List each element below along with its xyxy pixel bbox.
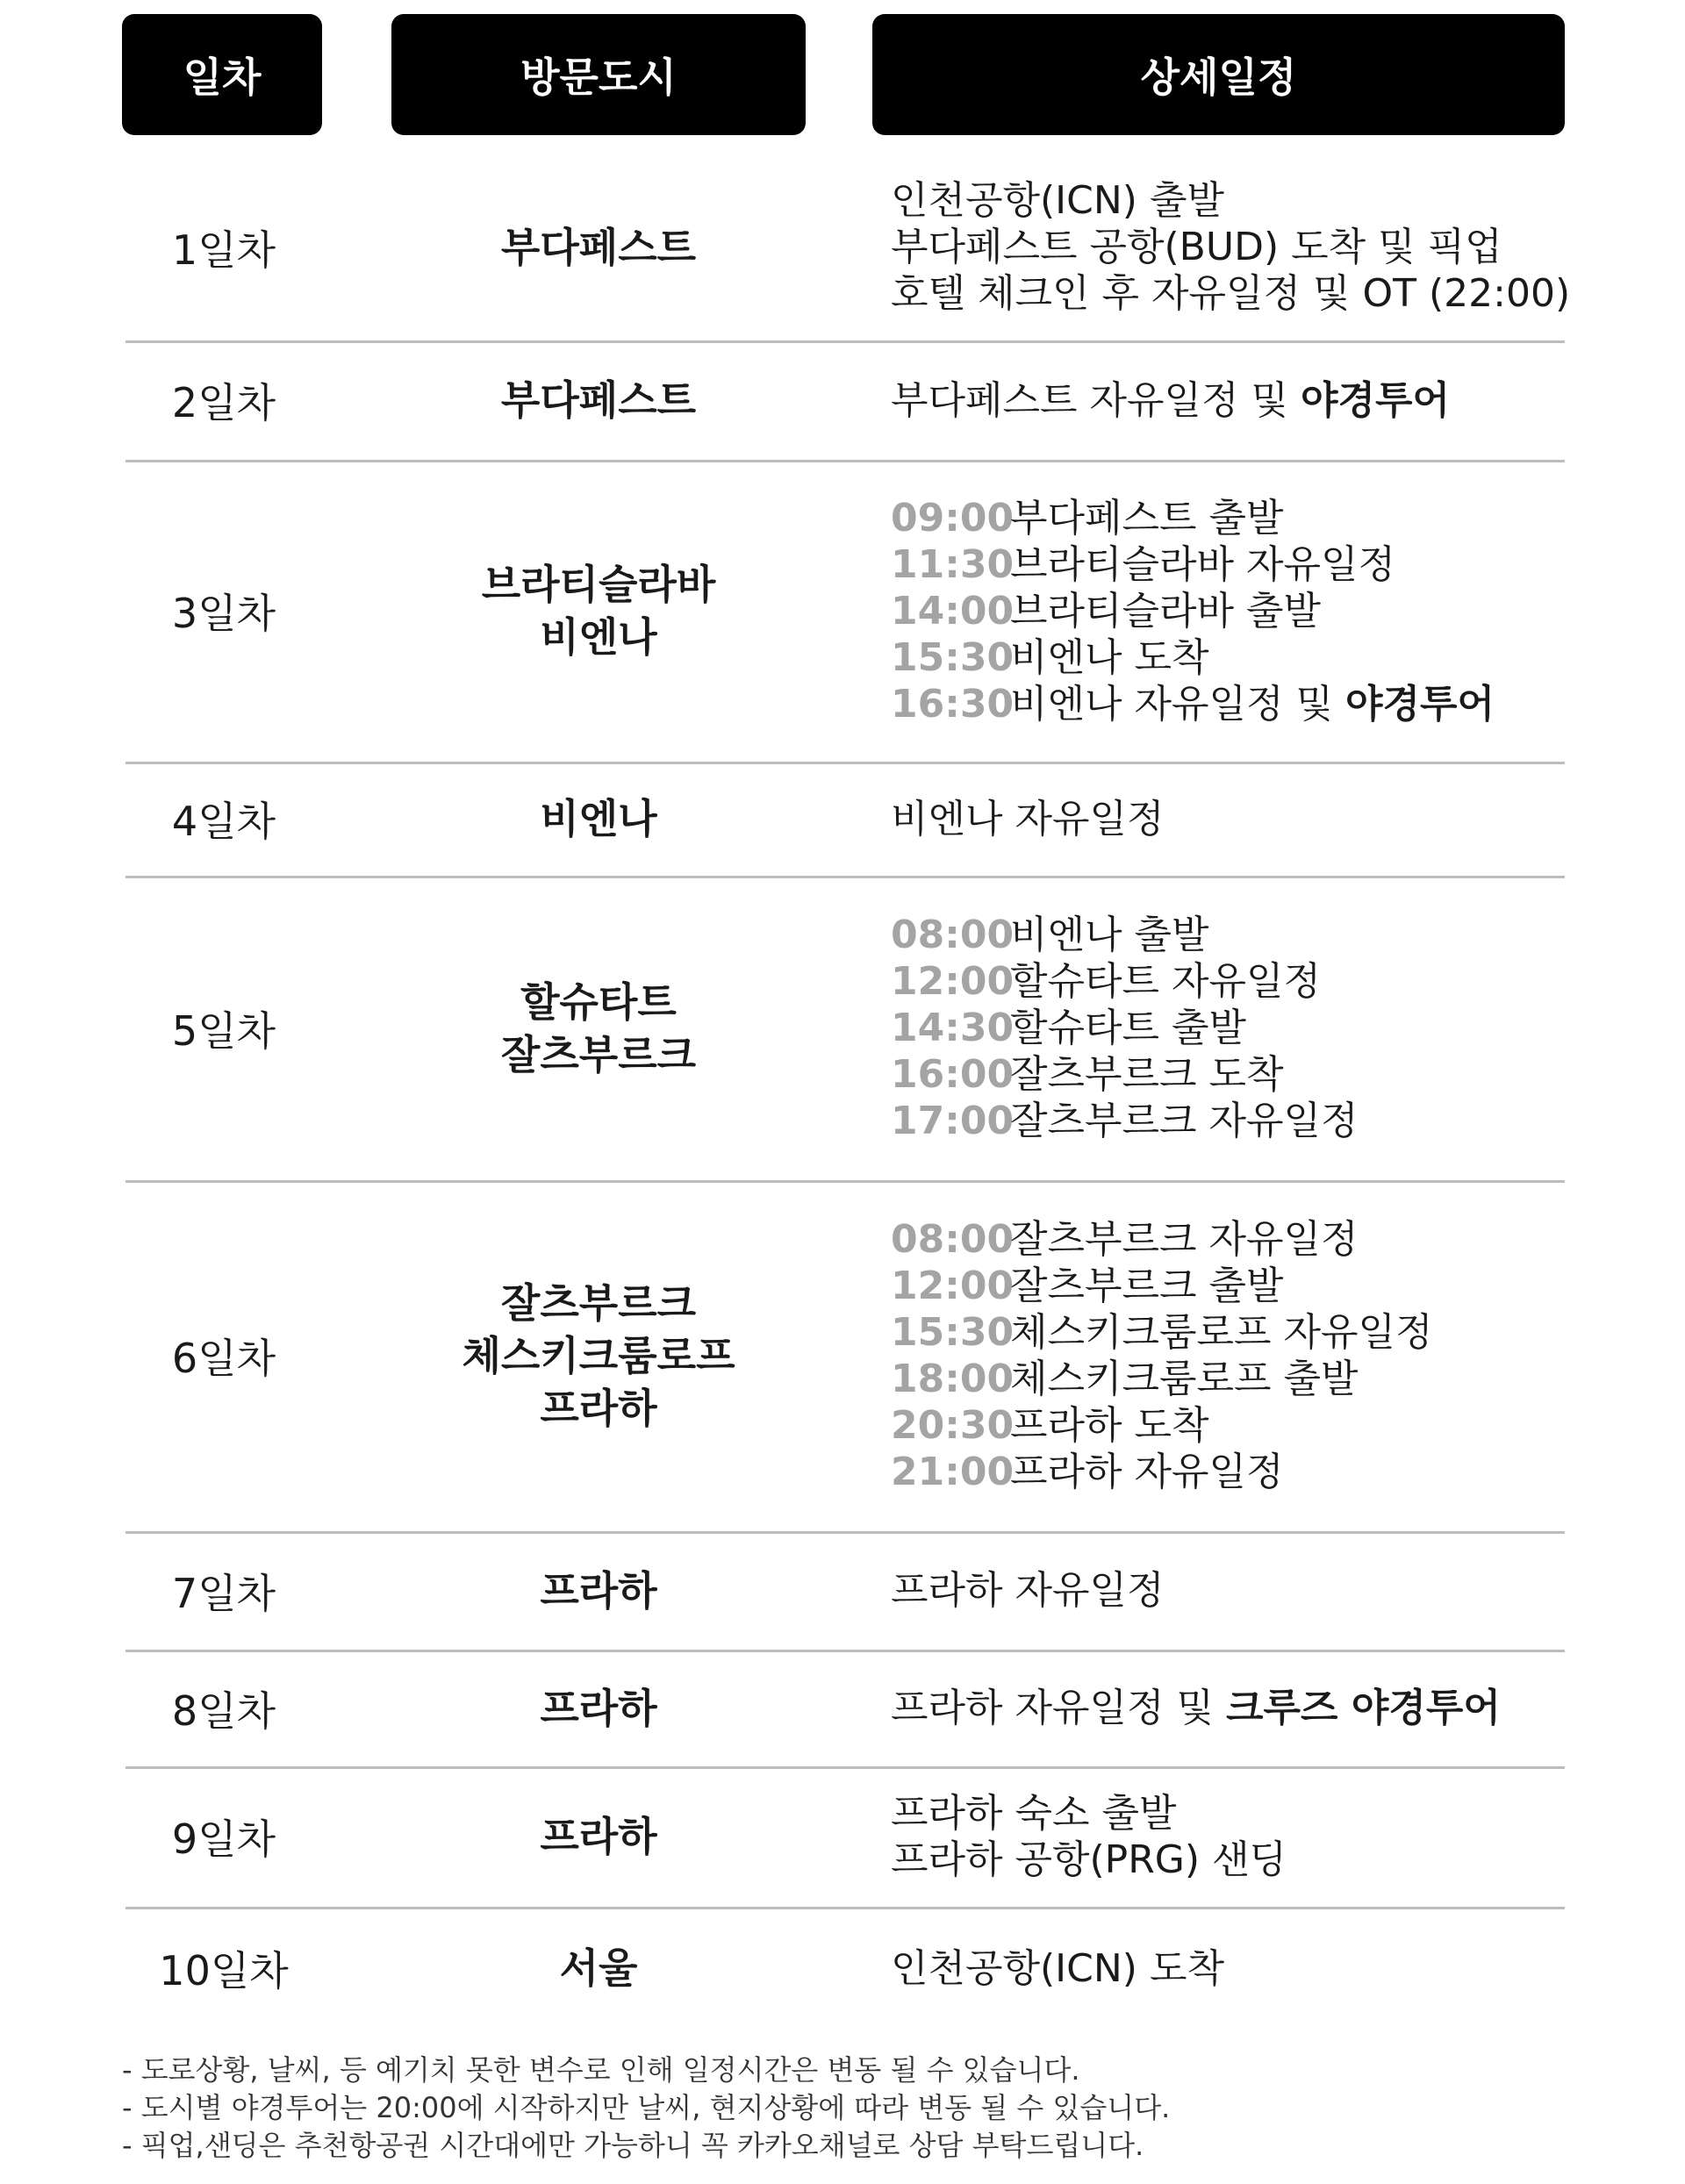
schedule-line	[891, 796, 1165, 842]
schedule-text: 프라하 숙소 출발	[891, 1791, 1177, 1836]
schedule-text: 잘츠부르크 자유일정	[1010, 1099, 1359, 1143]
day-label: 1일차	[171, 226, 276, 274]
schedule-line	[891, 1402, 1209, 1449]
schedule-line	[891, 634, 1209, 681]
table-row	[125, 876, 1565, 1183]
schedule-line	[891, 912, 1209, 958]
time-label: 12:00	[891, 959, 1015, 1004]
schedule-text: 프라하 공항(PRG) 샌딩	[891, 1837, 1287, 1882]
city-name: 프라하	[540, 1813, 657, 1860]
detail-cell	[891, 460, 1565, 762]
schedule-line	[891, 270, 1570, 317]
schedule-line	[891, 1837, 1287, 1883]
detail-cell	[891, 1531, 1565, 1650]
note-line: - 픽업,샌딩은 추천항공권 시간대에만 가능하니 꼭 카카오채널로 상담 부탁드립니다.	[122, 2129, 1144, 2162]
city-cell	[391, 762, 806, 876]
city-cell	[391, 1650, 806, 1766]
schedule-text: 부다페스트 공항(BUD) 도착 및 픽업	[891, 225, 1502, 269]
time-label: 09:00	[891, 495, 1015, 541]
schedule-text: 잘츠부르크 자유일정	[1010, 1217, 1359, 1262]
schedule-text: 프라하 자유일정	[1010, 1450, 1284, 1494]
notes	[122, 2052, 1170, 2165]
city-cell	[391, 1907, 806, 2030]
schedule-line	[891, 1567, 1165, 1614]
schedule-highlight: 야경투어	[1345, 681, 1495, 727]
detail-cell	[891, 876, 1565, 1180]
note-line: - 도로상황, 날씨, 등 예기치 못한 변수로 인해 일정시간은 변동 될 수 있습니다.	[122, 2053, 1080, 2087]
city-name: 할슈타트	[520, 977, 677, 1026]
time-label: 08:00	[891, 1217, 1015, 1262]
schedule-line	[891, 1309, 1433, 1356]
city-cell	[391, 1766, 806, 1907]
schedule-text: 호텔 체크인 후 자유일정 및 OT (22:00)	[891, 271, 1571, 316]
time-label: 08:00	[891, 913, 1015, 957]
time-label: 17:00	[891, 1099, 1015, 1143]
schedule-line	[891, 1263, 1284, 1309]
header-city: 방문도시	[391, 14, 806, 135]
time-label: 18:00	[891, 1357, 1015, 1401]
city-name: 잘츠부르크	[500, 1030, 697, 1078]
city-name: 비엔나	[540, 613, 657, 661]
day-label: 2일차	[171, 379, 276, 426]
day-label: 6일차	[171, 1335, 276, 1382]
schedule-text: 할슈타트 출발	[1010, 1006, 1247, 1050]
day-label: 10일차	[159, 1947, 289, 1994]
detail-cell	[891, 1650, 1565, 1766]
detail-cell	[891, 1766, 1565, 1907]
city-name: 비엔나	[540, 795, 657, 842]
schedule-text: 비엔나 도착	[1010, 634, 1209, 680]
day-label: 4일차	[171, 798, 276, 845]
city-name: 부다페스트	[500, 376, 697, 424]
schedule-text: 인천공항(ICN) 도착	[891, 1945, 1224, 1991]
table-row	[125, 1766, 1565, 1909]
schedule-text: 프라하 도착	[1010, 1403, 1209, 1448]
schedule-line	[891, 1685, 1501, 1731]
schedule-text: 체스키크룸로프 출발	[1010, 1357, 1359, 1401]
time-label: 14:00	[891, 588, 1015, 634]
schedule-text: 브라티슬라바 자유일정	[1010, 541, 1396, 587]
table-row	[125, 1650, 1565, 1769]
table-row	[125, 1531, 1565, 1652]
schedule-line	[891, 1356, 1359, 1402]
time-label: 16:30	[891, 681, 1015, 727]
schedule-line	[891, 1945, 1224, 1992]
city-name: 프라하	[540, 1566, 657, 1615]
schedule-text: 브라티슬라바 출발	[1010, 588, 1322, 634]
day-label: 5일차	[171, 1006, 276, 1055]
city-name: 프라하	[540, 1385, 657, 1432]
schedule-line	[891, 224, 1502, 270]
schedule-text: 프라하 자유일정	[891, 1568, 1165, 1613]
city-name: 부다페스트	[500, 223, 697, 271]
detail-cell	[891, 340, 1565, 460]
time-label: 16:00	[891, 1052, 1015, 1097]
city-name: 체스키크룸로프	[462, 1332, 735, 1379]
schedule-line	[891, 1005, 1246, 1051]
time-label: 15:30	[891, 634, 1015, 680]
city-cell	[391, 1180, 806, 1531]
schedule-text: 잘츠부르크 도착	[1010, 1052, 1284, 1097]
time-label: 12:00	[891, 1264, 1015, 1308]
city-cell	[391, 154, 806, 340]
schedule-line	[891, 1449, 1284, 1495]
schedule-line	[891, 177, 1224, 224]
detail-cell	[891, 762, 1565, 876]
city-name: 브라티슬라바	[481, 561, 716, 608]
schedule-line	[891, 1098, 1359, 1144]
day-label: 9일차	[171, 1815, 276, 1863]
header-day: 일차	[122, 14, 322, 135]
schedule-text: 할슈타트 자유일정	[1010, 959, 1322, 1004]
schedule-text: 부다페스트 출발	[1010, 495, 1284, 541]
header-detail: 상세일정	[872, 14, 1565, 135]
detail-cell	[891, 1907, 1565, 2030]
table-row	[125, 762, 1565, 878]
table-row	[125, 460, 1565, 764]
schedule-text: 인천공항(ICN) 출발	[891, 178, 1224, 223]
day-label: 3일차	[171, 590, 276, 637]
time-label: 21:00	[891, 1450, 1015, 1494]
time-label: 11:30	[891, 541, 1015, 587]
schedule-line	[891, 681, 1495, 727]
day-label: 7일차	[171, 1569, 276, 1617]
city-name: 잘츠부르크	[500, 1279, 697, 1327]
city-name: 프라하	[540, 1684, 657, 1732]
time-label: 20:30	[891, 1403, 1015, 1448]
schedule-text: 프라하 자유일정 및	[891, 1686, 1226, 1730]
city-cell	[391, 1531, 806, 1650]
time-label: 15:30	[891, 1310, 1015, 1355]
table-row	[125, 340, 1565, 462]
schedule-text: 비엔나 출발	[1010, 913, 1209, 957]
city-cell	[391, 340, 806, 460]
schedule-line	[891, 495, 1284, 541]
table-row	[125, 1907, 1565, 2030]
schedule-text: 부다페스트 자유일정 및	[891, 377, 1301, 423]
day-label: 8일차	[171, 1686, 276, 1735]
table-row	[125, 1180, 1565, 1534]
schedule-line	[891, 588, 1321, 634]
schedule-line	[891, 1790, 1177, 1837]
city-cell	[391, 460, 806, 762]
table-row	[125, 154, 1571, 343]
schedule-line	[891, 377, 1450, 424]
schedule-highlight: 야경투어	[1301, 377, 1451, 423]
time-label: 14:30	[891, 1006, 1015, 1050]
schedule-line	[891, 541, 1395, 588]
schedule-text: 비엔나 자유일정	[891, 796, 1165, 841]
schedule-text: 체스키크룸로프 자유일정	[1010, 1310, 1433, 1355]
schedule-text: 잘츠부르크 출발	[1010, 1264, 1284, 1308]
note-line: - 도시별 야경투어는 20:00에 시작하지만 날씨, 현지상황에 따라 변동 될 수 있습니다.	[122, 2091, 1171, 2124]
schedule-highlight: 크루즈 야경투어	[1226, 1686, 1501, 1730]
schedule-text: 비엔나 자유일정 및	[1010, 681, 1345, 727]
city-cell	[391, 876, 806, 1180]
schedule-line	[891, 1051, 1284, 1098]
detail-cell	[891, 1180, 1565, 1531]
detail-cell	[891, 154, 1571, 340]
city-name: 서울	[559, 1944, 638, 1992]
schedule-line	[891, 1216, 1359, 1263]
schedule-line	[891, 958, 1321, 1005]
